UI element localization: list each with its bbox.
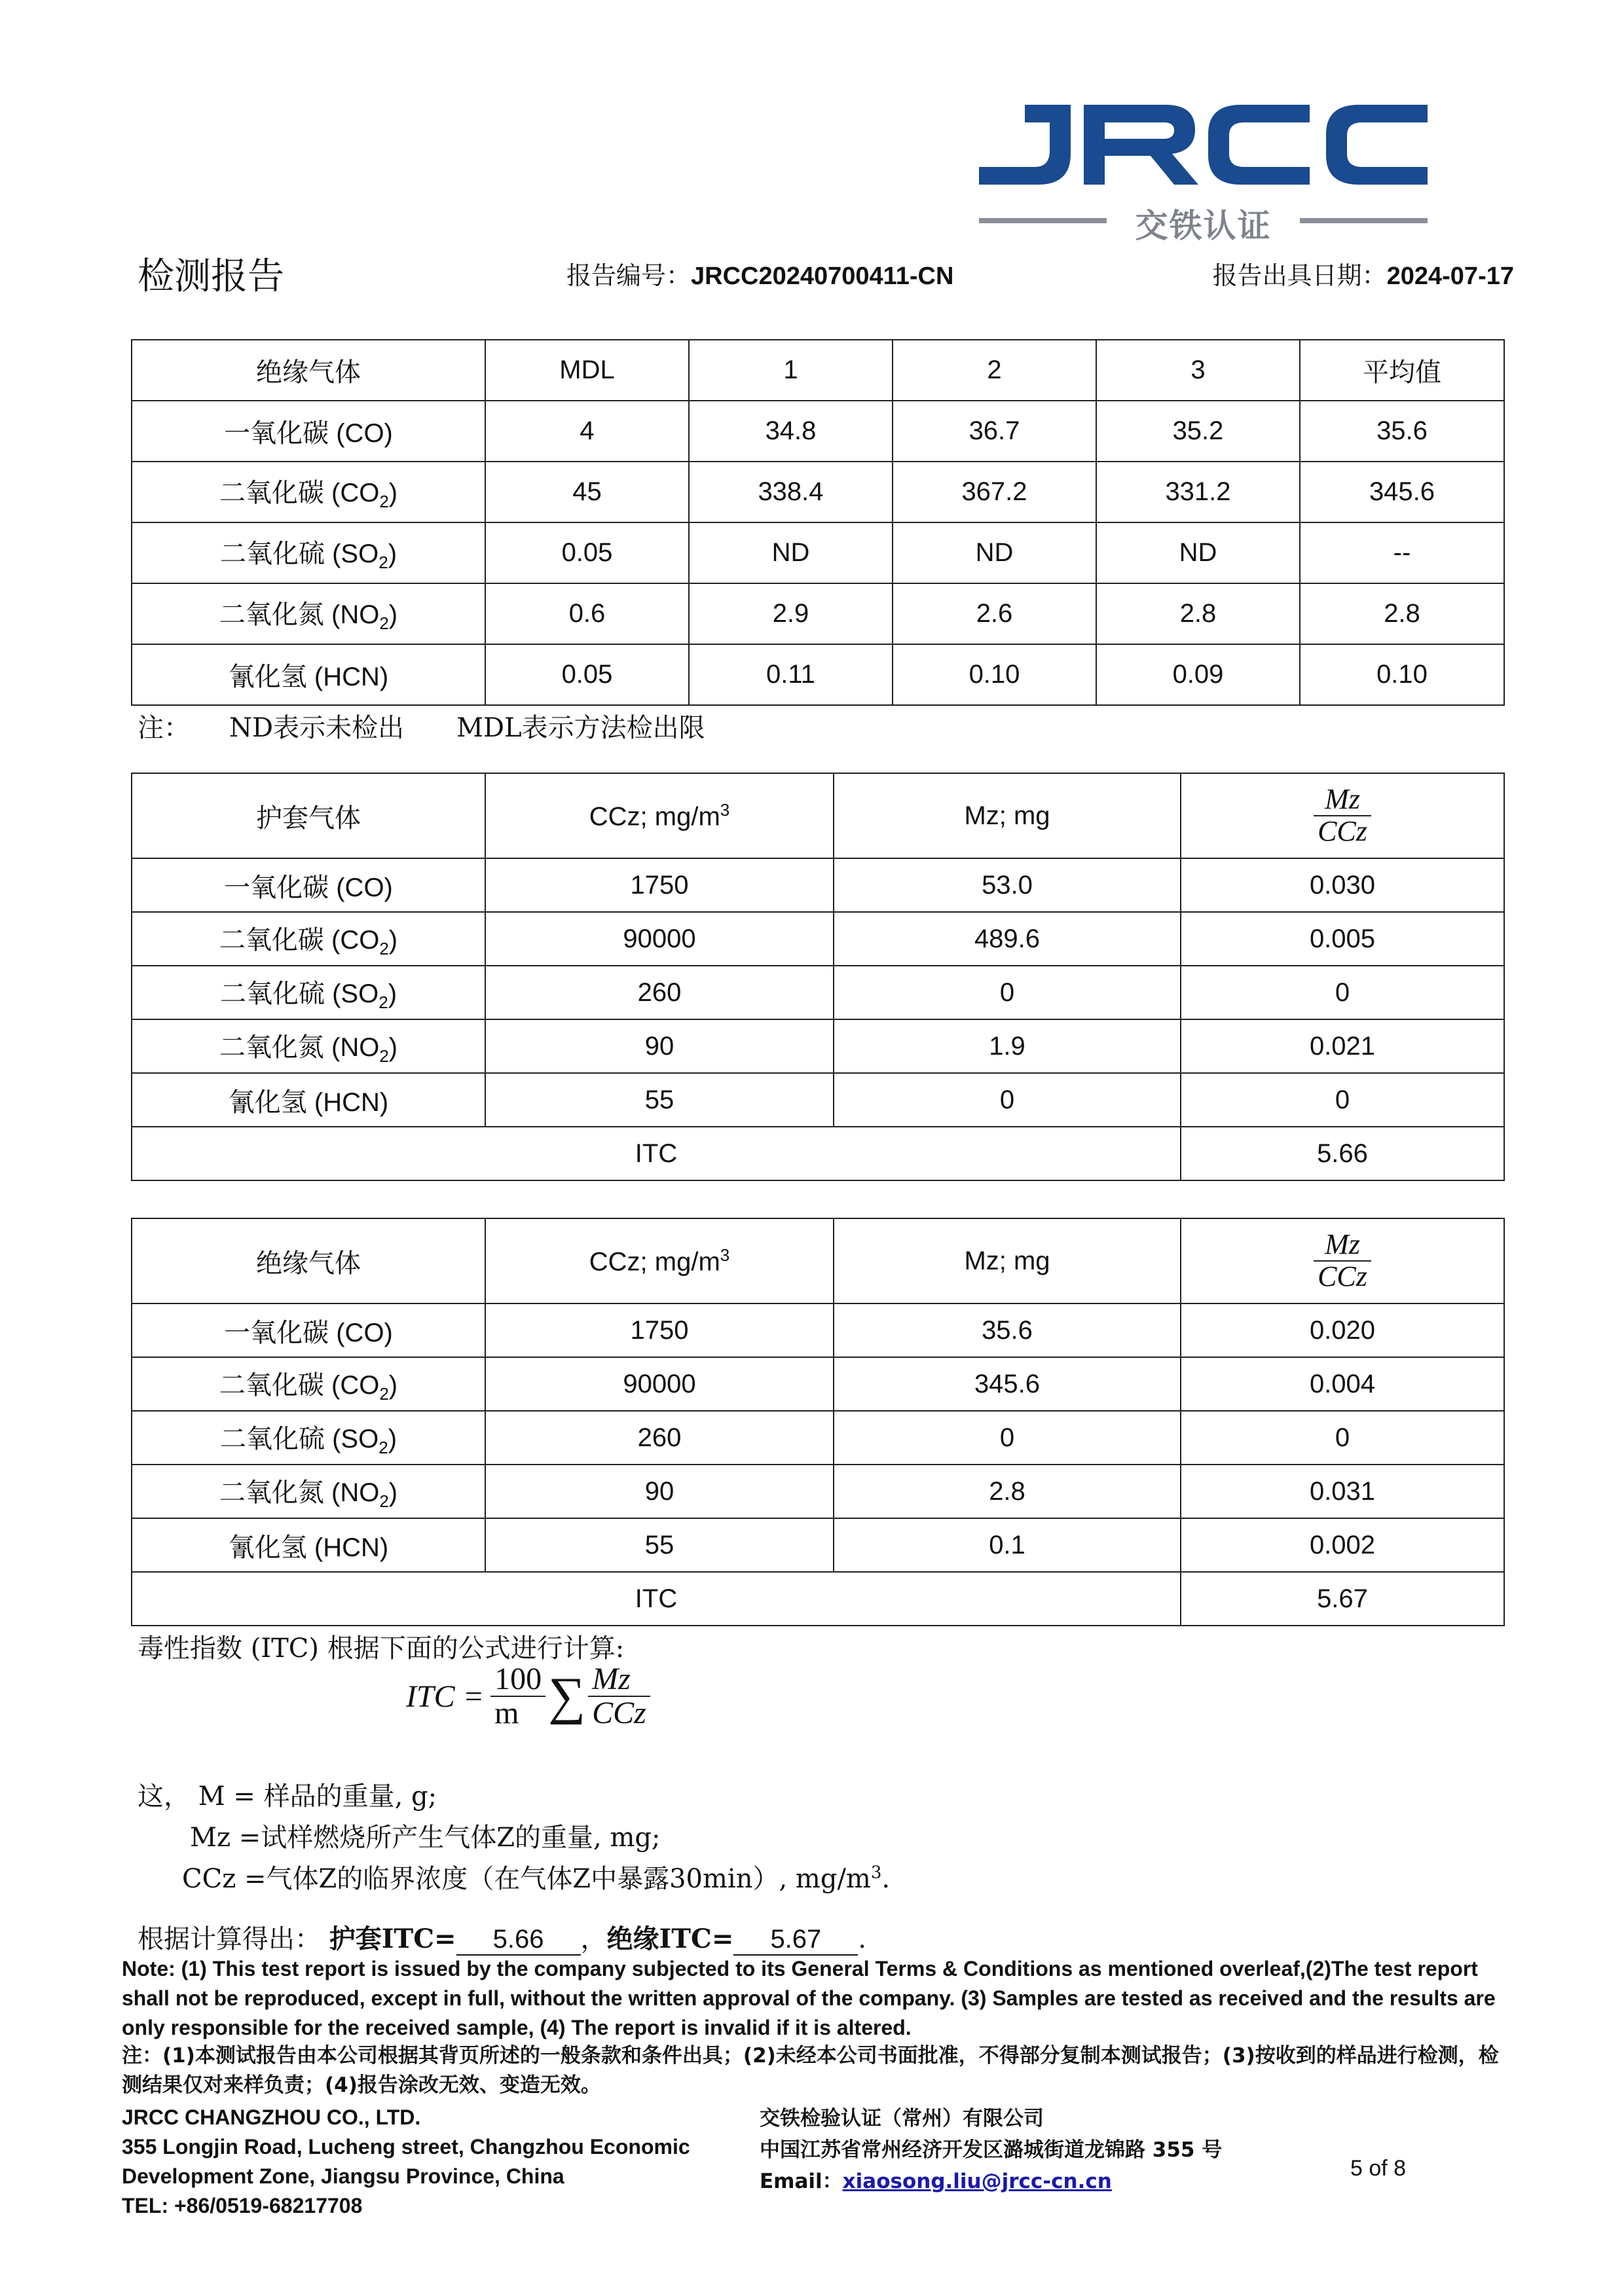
table-cell: 331.2 bbox=[1096, 462, 1300, 522]
table-cell: 2.9 bbox=[689, 583, 893, 644]
page-title: 检测报告 bbox=[138, 255, 284, 298]
table-row bbox=[132, 583, 1504, 644]
gas-formula: (CO) bbox=[336, 419, 393, 448]
table-row bbox=[132, 858, 1504, 912]
table-cell: 1750 bbox=[485, 858, 834, 912]
gas-name-cell: 二氧化碳 $(CO_2)$ bbox=[132, 912, 485, 966]
report-date-value: 2024-07-17 bbox=[1386, 263, 1514, 290]
table-header-row bbox=[132, 340, 1504, 401]
logo-subtitle: 交铁认证 bbox=[1135, 207, 1272, 245]
table-cell: 0 bbox=[834, 966, 1181, 1019]
sheath-gas-itc-table bbox=[131, 773, 1505, 1181]
gas-name-cell: 二氧化硫 $(SO_2)$ bbox=[132, 966, 485, 1019]
table-cell: 1750 bbox=[485, 1303, 834, 1357]
sigma-icon: ∑ bbox=[548, 1667, 586, 1725]
table-row bbox=[132, 644, 1504, 705]
table-row bbox=[132, 1518, 1504, 1572]
gas-name: 二氧化氮 bbox=[219, 600, 324, 630]
table-note bbox=[138, 707, 745, 744]
itc-total-row bbox=[132, 1572, 1504, 1626]
table-cell: ND bbox=[893, 522, 1096, 583]
formula-coefficient: $\frac{100}{m}$ bbox=[490, 1663, 545, 1730]
column-header: 1 bbox=[689, 340, 893, 401]
formula-intro: 毒性指数 (ITC) 根据下面的公式进行计算: bbox=[138, 1633, 625, 1664]
column-header: 绝缘气体 bbox=[132, 1218, 485, 1303]
table-row bbox=[132, 462, 1504, 522]
column-header: Mz; mg bbox=[834, 773, 1181, 858]
column-header: 绝缘气体 bbox=[132, 340, 485, 401]
table-row bbox=[132, 1303, 1504, 1357]
table-cell: 0.1 bbox=[834, 1518, 1181, 1572]
table-cell: 53.0 bbox=[834, 858, 1181, 912]
table-cell: 90000 bbox=[485, 1357, 834, 1411]
definition-mz: Mz =试样燃烧所产生气体Z的重量, mg; bbox=[190, 1823, 661, 1853]
insulation-itc-value: 5.67 bbox=[733, 1925, 858, 1956]
gas-name: 二氧化硫 bbox=[219, 539, 325, 569]
table-cell: 36.7 bbox=[893, 401, 1096, 462]
table-cell: 0.021 bbox=[1181, 1019, 1504, 1073]
address-line-1: 355 Longjin Road, Lucheng street, Changzhou Economic bbox=[122, 2135, 690, 2159]
table-cell: 0.030 bbox=[1181, 858, 1504, 912]
itc-result: 根据计算得出： 护套ITC= 5.66 ，绝缘ITC= 5.67 . bbox=[138, 1923, 867, 1954]
email-line: Email：xiaosong.liu@jrcc-cn.cn bbox=[760, 2170, 1112, 2193]
gas-name-cell: 二氧化氮 $(NO_2)$ bbox=[132, 1465, 485, 1518]
company-name-en: JRCC CHANGZHOU CO., LTD. bbox=[122, 2105, 421, 2129]
table-cell: 34.8 bbox=[689, 401, 893, 462]
table-cell: 0 bbox=[1181, 1073, 1504, 1127]
table-row bbox=[132, 1465, 1504, 1518]
company-name-zh: 交铁检验认证（常州）有限公司 bbox=[760, 2107, 1044, 2130]
table-row bbox=[132, 401, 1504, 462]
email-link[interactable]: xiaosong.liu@jrcc-cn.cn bbox=[842, 2170, 1112, 2193]
gas-name-cell bbox=[132, 583, 485, 644]
gas-name-cell bbox=[132, 522, 485, 583]
table-row bbox=[132, 1357, 1504, 1411]
table-cell: 90 bbox=[485, 1019, 834, 1073]
gas-name-cell bbox=[132, 644, 485, 705]
table-cell: 0.10 bbox=[893, 644, 1096, 705]
table-cell: 0 bbox=[1181, 966, 1504, 1019]
table-cell: 35.2 bbox=[1096, 401, 1300, 462]
gas-name-cell: 一氧化碳 (CO) bbox=[132, 858, 485, 912]
table-header-row bbox=[132, 773, 1504, 858]
itc-value: 5.67 bbox=[1181, 1572, 1504, 1626]
table-cell: 0.020 bbox=[1181, 1303, 1504, 1357]
telephone: TEL: +86/0519-68217708 bbox=[122, 2194, 363, 2217]
itc-label: ITC bbox=[132, 1127, 1181, 1180]
table-row bbox=[132, 1073, 1504, 1127]
gas-name: 一氧化碳 bbox=[224, 418, 329, 448]
itc-total-row bbox=[132, 1127, 1504, 1180]
table-row bbox=[132, 1019, 1504, 1073]
table-cell: 260 bbox=[485, 1411, 834, 1465]
report-date bbox=[1213, 255, 1514, 291]
column-header: 3 bbox=[1096, 340, 1300, 401]
table-cell: 345.6 bbox=[1300, 462, 1504, 522]
disclaimer-zh: 注：(1)本测试报告由本公司根据其背页所述的一般条款和条件出具；(2)未经本公司书面批准，不得部分复制本测试报告；(3)按收到的样品进行检测，检测结果仅对来样负责；(4)报告涂改无效、变造无效。 bbox=[122, 2044, 1499, 2097]
table-cell: 0.6 bbox=[485, 583, 689, 644]
column-header: CCz; $mg/m^3$ bbox=[485, 1218, 834, 1303]
address-zh: 中国江苏省常州经济开发区潞城街道龙锦路 355 号 bbox=[760, 2138, 1223, 2162]
table-cell: 489.6 bbox=[834, 912, 1181, 966]
table-cell: 0.005 bbox=[1181, 912, 1504, 966]
table-row bbox=[132, 966, 1504, 1019]
table-cell: 2.8 bbox=[1096, 583, 1300, 644]
itc-value: 5.66 bbox=[1181, 1127, 1504, 1180]
sheath-itc-value: 5.66 bbox=[456, 1925, 581, 1956]
gas-name: 二氧化碳 bbox=[219, 478, 324, 508]
definition-ccz: CCz =气体Z的临界浓度（在气体Z中暴露30min）, $mg/m^3$. bbox=[182, 1863, 891, 1894]
table-cell: 2.6 bbox=[893, 583, 1096, 644]
table-cell: 35.6 bbox=[1300, 401, 1504, 462]
table-cell: 0 bbox=[834, 1411, 1181, 1465]
gas-name-cell bbox=[132, 462, 485, 522]
table-cell: 0 bbox=[834, 1073, 1181, 1127]
note-prefix: 注： bbox=[138, 713, 190, 743]
itc-label: ITC bbox=[132, 1572, 1181, 1626]
table-cell: 260 bbox=[485, 966, 834, 1019]
table-cell: -- bbox=[1300, 522, 1504, 583]
table-cell: 345.6 bbox=[834, 1357, 1181, 1411]
gas-formula: $(SO_2)$ bbox=[332, 539, 397, 572]
insulation-gas-test-table bbox=[131, 339, 1505, 706]
report-date-label: 报告出具日期： bbox=[1212, 261, 1387, 290]
gas-name-cell: 氰化氢 (HCN) bbox=[132, 1518, 485, 1572]
table-cell: 1.9 bbox=[834, 1019, 1181, 1073]
table-cell: 2.8 bbox=[1300, 583, 1504, 644]
gas-name-cell: 氰化氢 (HCN) bbox=[132, 1073, 485, 1127]
table-cell: 0.002 bbox=[1181, 1518, 1504, 1572]
table-cell: ND bbox=[689, 522, 893, 583]
column-header: CCz; $mg/m^3$ bbox=[485, 773, 834, 858]
column-header: MDL bbox=[485, 340, 689, 401]
table-header-row bbox=[132, 1218, 1504, 1303]
table-row bbox=[132, 522, 1504, 583]
definition-m: 这， M = 样品的重量, g; bbox=[138, 1781, 437, 1812]
gas-name-cell: 二氧化氮 $(NO_2)$ bbox=[132, 1019, 485, 1073]
note-mdl: MDL表示方法检出限 bbox=[456, 713, 705, 743]
report-number bbox=[566, 255, 953, 291]
formula-fraction: $\frac{Mz}{\text{CCz}}$ bbox=[588, 1663, 650, 1730]
gas-name-cell bbox=[132, 401, 485, 462]
itc-formula bbox=[406, 1663, 650, 1730]
address-line-2: Development Zone, Jiangsu Province, China bbox=[122, 2164, 564, 2188]
column-header bbox=[1181, 773, 1504, 858]
table-cell: 0.09 bbox=[1096, 644, 1300, 705]
gas-name: 氰化氢 bbox=[228, 662, 307, 692]
report-number-label: 报告编号： bbox=[566, 261, 692, 290]
table-row bbox=[132, 912, 1504, 966]
formula-lhs: ITC = bbox=[406, 1679, 485, 1714]
table-cell: 0 bbox=[1181, 1411, 1504, 1465]
gas-formula: (HCN) bbox=[314, 663, 389, 691]
gas-name-cell: 一氧化碳 (CO) bbox=[132, 1303, 485, 1357]
column-header bbox=[1181, 1218, 1504, 1303]
footer-company-en bbox=[122, 2103, 690, 2221]
table-cell: 45 bbox=[485, 462, 689, 522]
table-cell: 0.11 bbox=[689, 644, 893, 705]
column-header: 2 bbox=[893, 340, 1096, 401]
column-header: 平均值 bbox=[1300, 340, 1504, 401]
footer-company-zh bbox=[760, 2103, 1222, 2197]
table-cell: 338.4 bbox=[689, 462, 893, 522]
ratio-fraction: $\frac{Mz}{\text{CCz}}$ bbox=[1314, 784, 1371, 846]
insulation-itc-label: 绝缘ITC= bbox=[606, 1923, 734, 1954]
table-row bbox=[132, 1411, 1504, 1465]
column-header: 护套气体 bbox=[132, 773, 485, 858]
page-number: 5 of 8 bbox=[1350, 2156, 1407, 2181]
table-cell: 367.2 bbox=[893, 462, 1096, 522]
sheath-itc-label: 护套ITC= bbox=[329, 1923, 456, 1954]
table-cell: 0.05 bbox=[485, 644, 689, 705]
column-header: Mz; mg bbox=[834, 1218, 1181, 1303]
ratio-fraction: $\frac{Mz}{\text{CCz}}$ bbox=[1314, 1230, 1371, 1291]
report-number-value: JRCC20240700411-CN bbox=[691, 263, 954, 290]
table-cell: 90000 bbox=[485, 912, 834, 966]
table-cell: 0.004 bbox=[1181, 1357, 1504, 1411]
table-cell: 35.6 bbox=[834, 1303, 1181, 1357]
insulation-gas-itc-table bbox=[131, 1218, 1505, 1626]
note-nd: ND表示未检出 bbox=[229, 713, 405, 743]
table-cell: 55 bbox=[485, 1518, 834, 1572]
table-cell: 2.8 bbox=[834, 1465, 1181, 1518]
table-cell: ND bbox=[1096, 522, 1300, 583]
gas-name-cell: 二氧化碳 $(CO_2)$ bbox=[132, 1357, 485, 1411]
gas-formula: $(CO_2)$ bbox=[331, 479, 398, 511]
gas-formula: $(NO_2)$ bbox=[331, 600, 398, 633]
table-cell: 0.05 bbox=[485, 522, 689, 583]
table-cell: 55 bbox=[485, 1073, 834, 1127]
table-cell: 4 bbox=[485, 401, 689, 462]
table-cell: 90 bbox=[485, 1465, 834, 1518]
disclaimer-en: Note: (1) This test report is issued by the company subjected to its General Terms & Conditions as mentioned overleaf,(2)The test report shall not be reproduced, except in full, without the written approval of the company. (3) Samples are tested as received and the results are only responsible for the received sample, (4) The report is invalid if it is altered. bbox=[122, 1957, 1496, 2039]
gas-name-cell: 二氧化硫 $(SO_2)$ bbox=[132, 1411, 485, 1465]
company-logo bbox=[979, 98, 1428, 245]
table-cell: 0.10 bbox=[1300, 644, 1504, 705]
table-cell: 0.031 bbox=[1181, 1465, 1504, 1518]
